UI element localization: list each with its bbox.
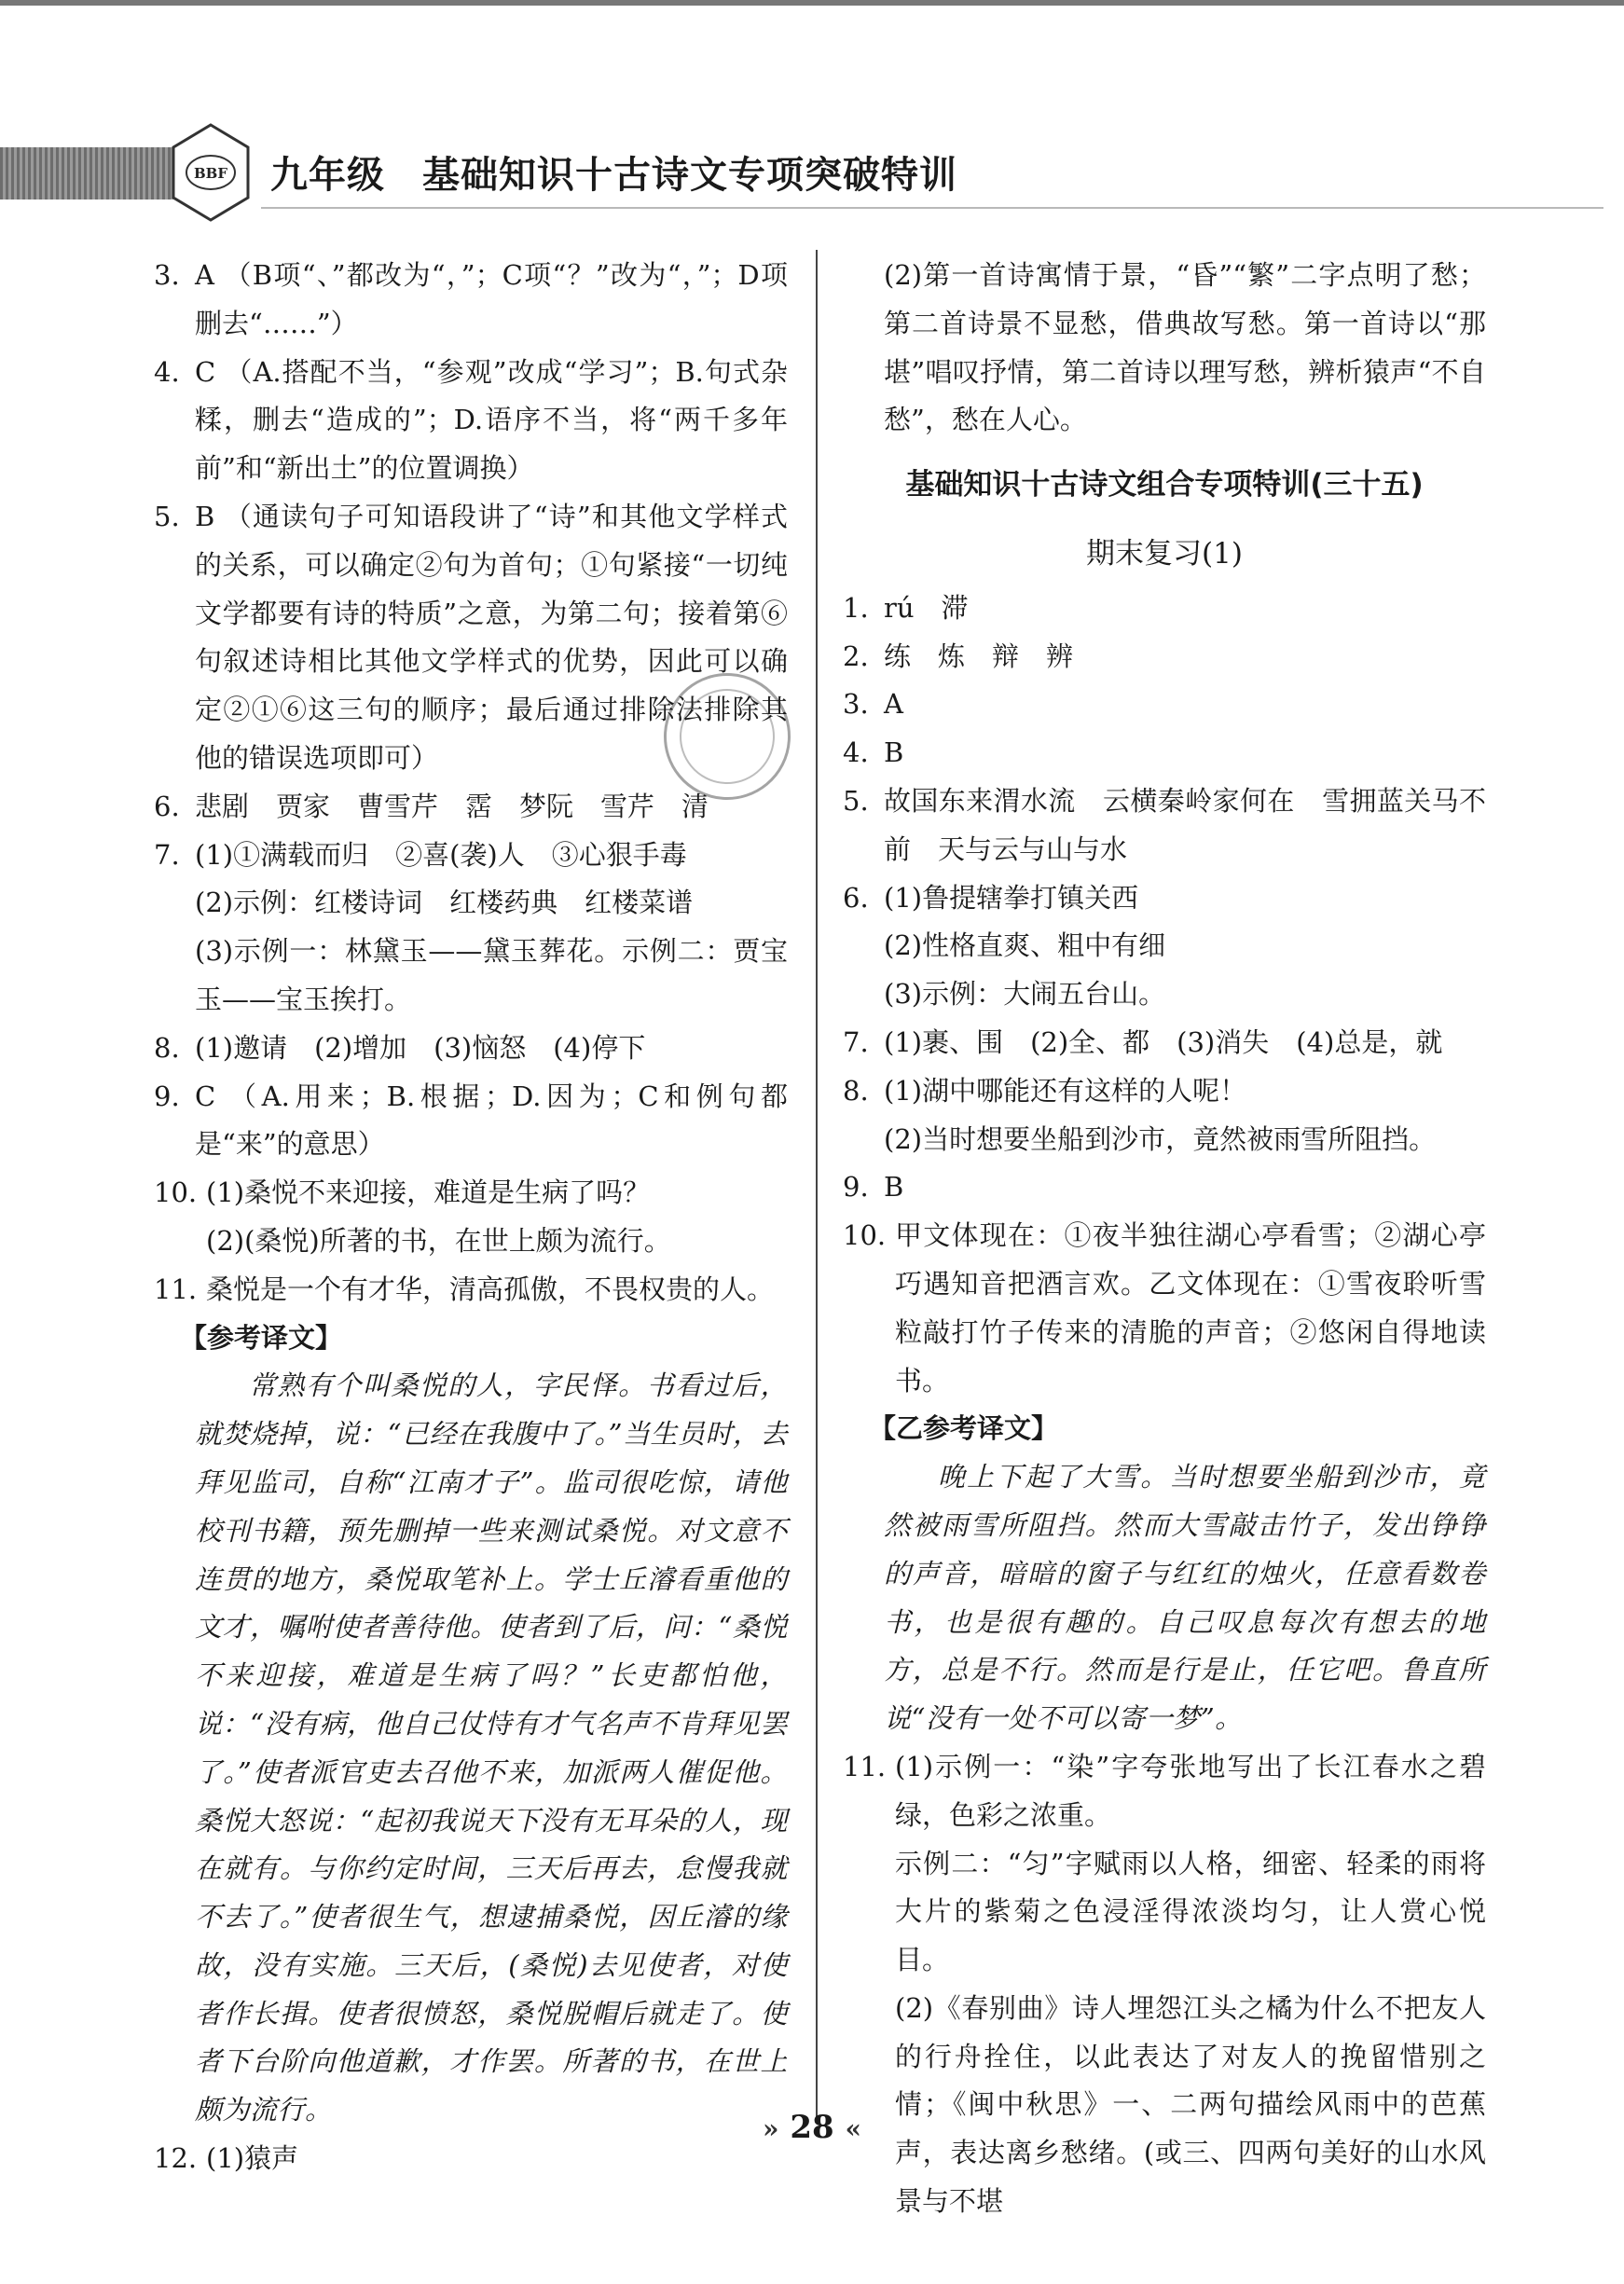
answer-item-11	[843, 1743, 1486, 1840]
answer-item	[843, 585, 1486, 633]
top-rule	[0, 0, 1624, 6]
logo-text: BBF	[193, 165, 228, 182]
item-number: 3.	[843, 688, 869, 721]
item-text: C （A.用来；B.根据；D.因为；C和例句都是“来”的意思）	[195, 1080, 788, 1161]
item-text: rú 滞	[884, 591, 969, 624]
reference-translation-title: 【参考译文】	[180, 1321, 343, 1354]
item-text: 故国东来渭水流 云横秦岭家何在 雪拥蓝关马不前 天与云与山与水	[884, 784, 1486, 865]
item-text: (1)①满载而归 ②喜(袭)人 ③心狠手毒	[195, 838, 687, 871]
item-number: 2.	[843, 640, 869, 672]
item-number: 1.	[843, 591, 869, 624]
item-text: C （A.搭配不当，“参观”改成“学习”；B.句式杂糅，删去“造成的”；D.语序不当，将“两千多年前”和“新出土”的位置调换）	[195, 355, 788, 485]
item-text: A	[884, 688, 903, 721]
header-band	[0, 147, 186, 200]
grade-label: 九年级	[270, 154, 385, 197]
page-number-value: 28	[790, 2109, 834, 2146]
answer-item-7	[843, 1019, 1486, 1067]
sub-answer: (2)性格直爽、粗中有细	[884, 929, 1166, 962]
reference-translation-text: 常熟有个叫桑悦的人，字民怿。书看过后，就焚烧掉，说：“已经在我腹中了。”当生员时，去拜见监司，自称“江南才子”。监司很吃惊，请他校刊书籍，预先删掉一些来测试桑悦。对文意不连贯的地方，桑悦取笔补上。学士丘濬看重他的文才，嘱咐使者善待他。使者到了后，问：“桑悦不来迎接，难道是生病了吗？”长吏都怕他，说：“没有病，他自己仗恃有才气名声不肯拜见罢了。”使者派官吏去召他不来，加派两人催促他。桑悦大怒说：“起初我说天下没有无耳朵的人，现在就有。与你约定时间，三天后再去，怠慢我就不去了。”使者很生气，想逮捕桑悦，因丘濬的缘故，没有实施。三天后，(桑悦)去见使者，对使者作长揖。使者很愤怒，桑悦脱帽后就走了。使者下台阶向他道歉，才作罢。所著的书，在世上颇为流行。	[195, 1369, 788, 2126]
page-arrow-left-icon: »	[762, 2113, 779, 2144]
sub-answer: (3)示例：大闹五台山。	[884, 978, 1166, 1011]
book-title: 基础知识十古诗文专项突破特训	[422, 154, 957, 197]
reference-translation-text: 晚上下起了大雪。当时想要坐船到沙市，竟然被雨雪所阻挡。然而大雪敲击竹子，发出铮铮的声音，暗暗的窗子与红红的烛火，任意看数卷书，也是很有趣的。自己叹息每次有想去的地方，总是不行。然而是行是止，任它吧。鲁直所说“没有一处不可以寄一梦”。	[884, 1461, 1486, 1735]
item-number: 4.	[154, 355, 180, 388]
answer-item-11	[154, 1266, 788, 1314]
item-number: 10.	[154, 1176, 198, 1209]
item-text: (1)邀请 (2)增加 (3)恼怒 (4)停下	[195, 1031, 646, 1064]
item-number: 6.	[154, 790, 180, 822]
answer-item	[154, 783, 788, 832]
reference-translation-title: 【乙参考译文】	[869, 1412, 1059, 1445]
answer-item-8	[843, 1067, 1486, 1116]
continued-answer: (2)第一首诗寓情于景，“昏”“繁”二字点明了愁；第二首诗景不显愁，借典故写愁。第一首诗以“那堪”唱叹抒情，第二首诗以理写愁，辨析猿声“不自愁”，愁在人心。	[884, 259, 1486, 436]
item-text: B	[884, 1171, 904, 1204]
item-text: (1)鲁提辖拳打镇关西	[884, 881, 1139, 914]
sub-answer: 示例二：“匀”字赋雨以人格，细密、轻柔的雨将大片的紫菊之色浸淫得浓淡均匀，让人赏心悦目。	[895, 1847, 1486, 1976]
item-text: A （B项“、”都改为“，”；C项“？”改为“，”；D项删去“……”）	[195, 259, 788, 339]
answer-item-8	[154, 1025, 788, 1073]
item-number: 6.	[843, 881, 869, 914]
header-divider	[261, 207, 1603, 209]
item-number: 8.	[154, 1031, 180, 1064]
publisher-logo	[168, 121, 254, 224]
item-text: 甲文体现在：①夜半独往湖心亭看雪；②湖心亭巧遇知音把酒言欢。乙文体现在：①雪夜聆听雪粒敲打竹子传来的清脆的声音；②悠闲自得地读书。	[895, 1219, 1486, 1397]
page-arrow-right-icon: «	[845, 2113, 861, 2144]
item-text: 悲剧 贾家 曹雪芹 霑 梦阮 雪芹 清	[195, 790, 709, 822]
item-number: 7.	[154, 838, 180, 871]
answer-item	[843, 777, 1486, 874]
answer-item-10	[154, 1169, 788, 1218]
item-number: 7.	[843, 1025, 869, 1058]
item-text: B （通读句子可知语段讲了“诗”和其他文学样式的关系，可以确定②句为首句；①句紧接“一切纯文学都要有诗的特质”之意，为第二句；接着第⑥句叙述诗相比其他文学样式的优势，因此可以确定②①⑥这三句的顺序；最后通过排除法排除其他的错误选项即可）	[195, 500, 788, 774]
sub-answer: (2)当时想要坐船到沙市，竟然被雨雪所阻挡。	[884, 1122, 1437, 1155]
right-column	[843, 252, 1486, 2226]
item-number: 5.	[843, 784, 869, 817]
column-divider	[816, 250, 818, 2119]
item-number: 10.	[843, 1219, 887, 1252]
item-number: 8.	[843, 1074, 869, 1107]
page-number	[0, 2109, 1624, 2146]
sub-answer: (2)示例：红楼诗词 红楼药典 红楼菜谱	[195, 887, 694, 919]
item-text: (1)裹、围 (2)全、都 (3)消失 (4)总是，就	[884, 1025, 1443, 1058]
answer-item	[843, 633, 1486, 681]
answer-item	[154, 349, 788, 493]
section-title: 基础知识十古诗文组合专项特训(三十五)	[905, 468, 1424, 502]
section-subtitle: 期末复习(1)	[1086, 536, 1243, 571]
item-number: 11.	[843, 1750, 887, 1782]
answer-item-6	[843, 874, 1486, 923]
item-number: 9.	[843, 1171, 869, 1204]
item-text: B	[884, 736, 904, 769]
answer-item-9	[154, 1073, 788, 1170]
item-text: 练 炼 辩 辨	[884, 640, 1074, 672]
item-text: (1)猿声	[206, 2142, 299, 2175]
answer-item	[154, 493, 788, 783]
item-text: (1)桑悦不来迎接，难道是生病了吗？	[206, 1176, 651, 1209]
logo-emblem-icon	[168, 121, 254, 224]
answer-item	[843, 729, 1486, 777]
page-header-title	[270, 145, 957, 199]
item-number: 3.	[154, 259, 180, 291]
sub-answer: (2)(桑悦)所著的书，在世上颇为流行。	[206, 1224, 671, 1257]
left-column	[154, 252, 788, 2183]
sub-answer: (2)《春别曲》诗人埋怨江头之橘为什么不把友人的行舟拴住，以此表达了对友人的挽留惜别之情；《闽中秋思》一、二两句描绘风雨中的芭蕉声，表达离乡愁绪。(或三、四两句美好的山水风景与不堪	[895, 1991, 1486, 2218]
answer-item-10	[843, 1212, 1486, 1405]
item-text: (1)湖中哪能还有这样的人呢！	[884, 1074, 1247, 1107]
item-number: 5.	[154, 500, 180, 532]
item-number: 9.	[154, 1080, 180, 1112]
item-number: 12.	[154, 2142, 198, 2175]
item-text: 桑悦是一个有才华，清高孤傲，不畏权贵的人。	[206, 1273, 775, 1305]
item-text: (1)示例一：“染”字夸张地写出了长江春水之碧绿，色彩之浓重。	[895, 1750, 1486, 1831]
item-number: 11.	[154, 1273, 198, 1305]
sub-answer: (3)示例一：林黛玉——黛玉葬花。示例二：贾宝玉——宝玉挨打。	[195, 935, 788, 1015]
answer-item	[843, 681, 1486, 729]
answer-item-7	[154, 832, 788, 880]
item-number: 4.	[843, 736, 869, 769]
answer-item	[154, 252, 788, 349]
answer-item-9	[843, 1163, 1486, 1212]
